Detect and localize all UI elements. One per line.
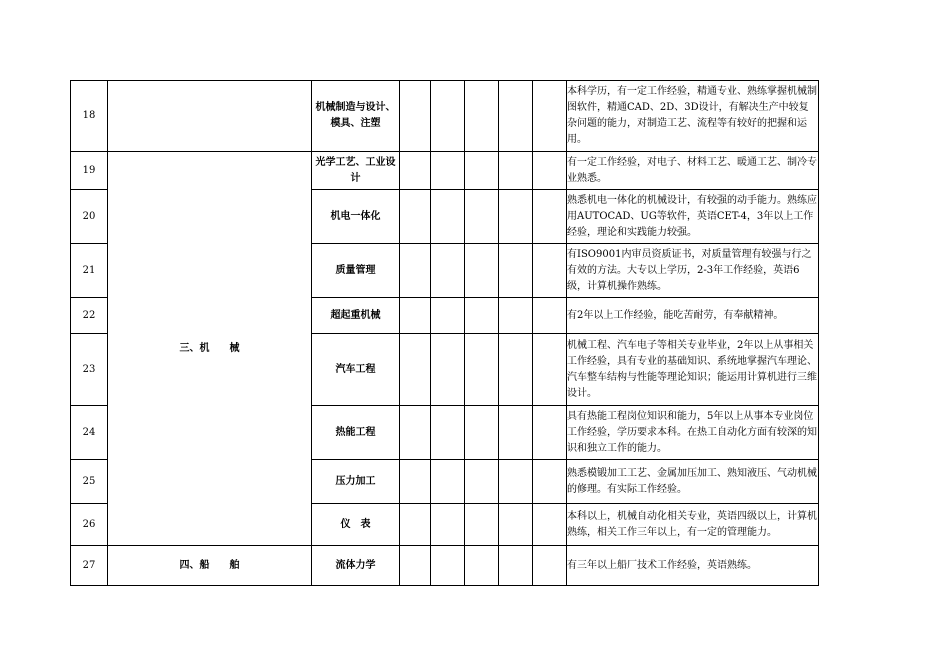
row-number: 18 bbox=[71, 81, 108, 152]
requirement-cell: 熟悉机电一体化的机械设计，有较强的动手能力。熟练应用AUTOCAD、UG等软件，英语CET-4，3年以上工作经验，理论和实践能力较强。 bbox=[567, 190, 819, 244]
specialty-cell: 仪 表 bbox=[312, 504, 400, 546]
requirement-cell: 具有热能工程岗位知识和能力，5年以上从事本专业岗位工作经验，学历要求本科。在热工自动化方面有较深的知识和独立工作的能力。 bbox=[567, 406, 819, 460]
talent-demand-table bbox=[70, 80, 819, 586]
row-number: 26 bbox=[71, 504, 108, 546]
requirement-cell: 机械工程、汽车电子等相关专业毕业，2年以上从事相关工作经验，具有专业的基础知识、系统地掌握汽车理论、汽车整车结构与性能等理论知识；能运用计算机进行三维设计。 bbox=[567, 334, 819, 406]
category-cell: 四、船 舶 bbox=[108, 546, 312, 586]
requirement-cell: 有三年以上船厂技术工作经验，英语熟练。 bbox=[567, 546, 819, 586]
row-number: 22 bbox=[71, 298, 108, 334]
specialty-cell: 压力加工 bbox=[312, 460, 400, 504]
table-row bbox=[71, 81, 819, 152]
specialty-cell: 光学工艺、工业设计 bbox=[312, 152, 400, 190]
requirement-cell: 本科以上，机械自动化相关专业，英语四级以上，计算机熟练，相关工作三年以上，有一定的管理能力。 bbox=[567, 504, 819, 546]
specialty-cell: 机械制造与设计、模具、注塑 bbox=[312, 81, 400, 152]
requirement-cell: 有一定工作经验，对电子、材料工艺、暖通工艺、制冷专业熟悉。 bbox=[567, 152, 819, 190]
specialty-cell: 热能工程 bbox=[312, 406, 400, 460]
specialty-cell: 流体力学 bbox=[312, 546, 400, 586]
table-row bbox=[71, 152, 819, 190]
requirement-cell: 有ISO9001内审员资质证书，对质量管理有较强与行之有效的方法。大专以上学历，2-3年工作经验，英语6级，计算机操作熟练。 bbox=[567, 244, 819, 298]
category-cell-empty bbox=[108, 81, 312, 152]
row-number: 20 bbox=[71, 190, 108, 244]
specialty-cell: 质量管理 bbox=[312, 244, 400, 298]
row-number: 25 bbox=[71, 460, 108, 504]
specialty-cell: 汽车工程 bbox=[312, 334, 400, 406]
row-number: 23 bbox=[71, 334, 108, 406]
requirement-cell: 有2年以上工作经验，能吃苦耐劳，有奉献精神。 bbox=[567, 298, 819, 334]
requirement-cell: 熟悉模锻加工工艺、金属加压加工、熟知液压、气动机械的修理。有实际工作经验。 bbox=[567, 460, 819, 504]
row-number: 19 bbox=[71, 152, 108, 190]
table-row bbox=[71, 546, 819, 586]
row-number: 21 bbox=[71, 244, 108, 298]
row-number: 24 bbox=[71, 406, 108, 460]
row-number: 27 bbox=[71, 546, 108, 586]
requirement-cell: 本科学历，有一定工作经验，精通专业、熟练掌握机械制图软件，精通CAD、2D、3D设计，有解决生产中较复杂问题的能力，对制造工艺、流程等有较好的把握和运用。 bbox=[567, 81, 819, 152]
specialty-cell: 机电一体化 bbox=[312, 190, 400, 244]
specialty-cell: 超起重机械 bbox=[312, 298, 400, 334]
category-cell: 三、机 械 bbox=[108, 152, 312, 546]
